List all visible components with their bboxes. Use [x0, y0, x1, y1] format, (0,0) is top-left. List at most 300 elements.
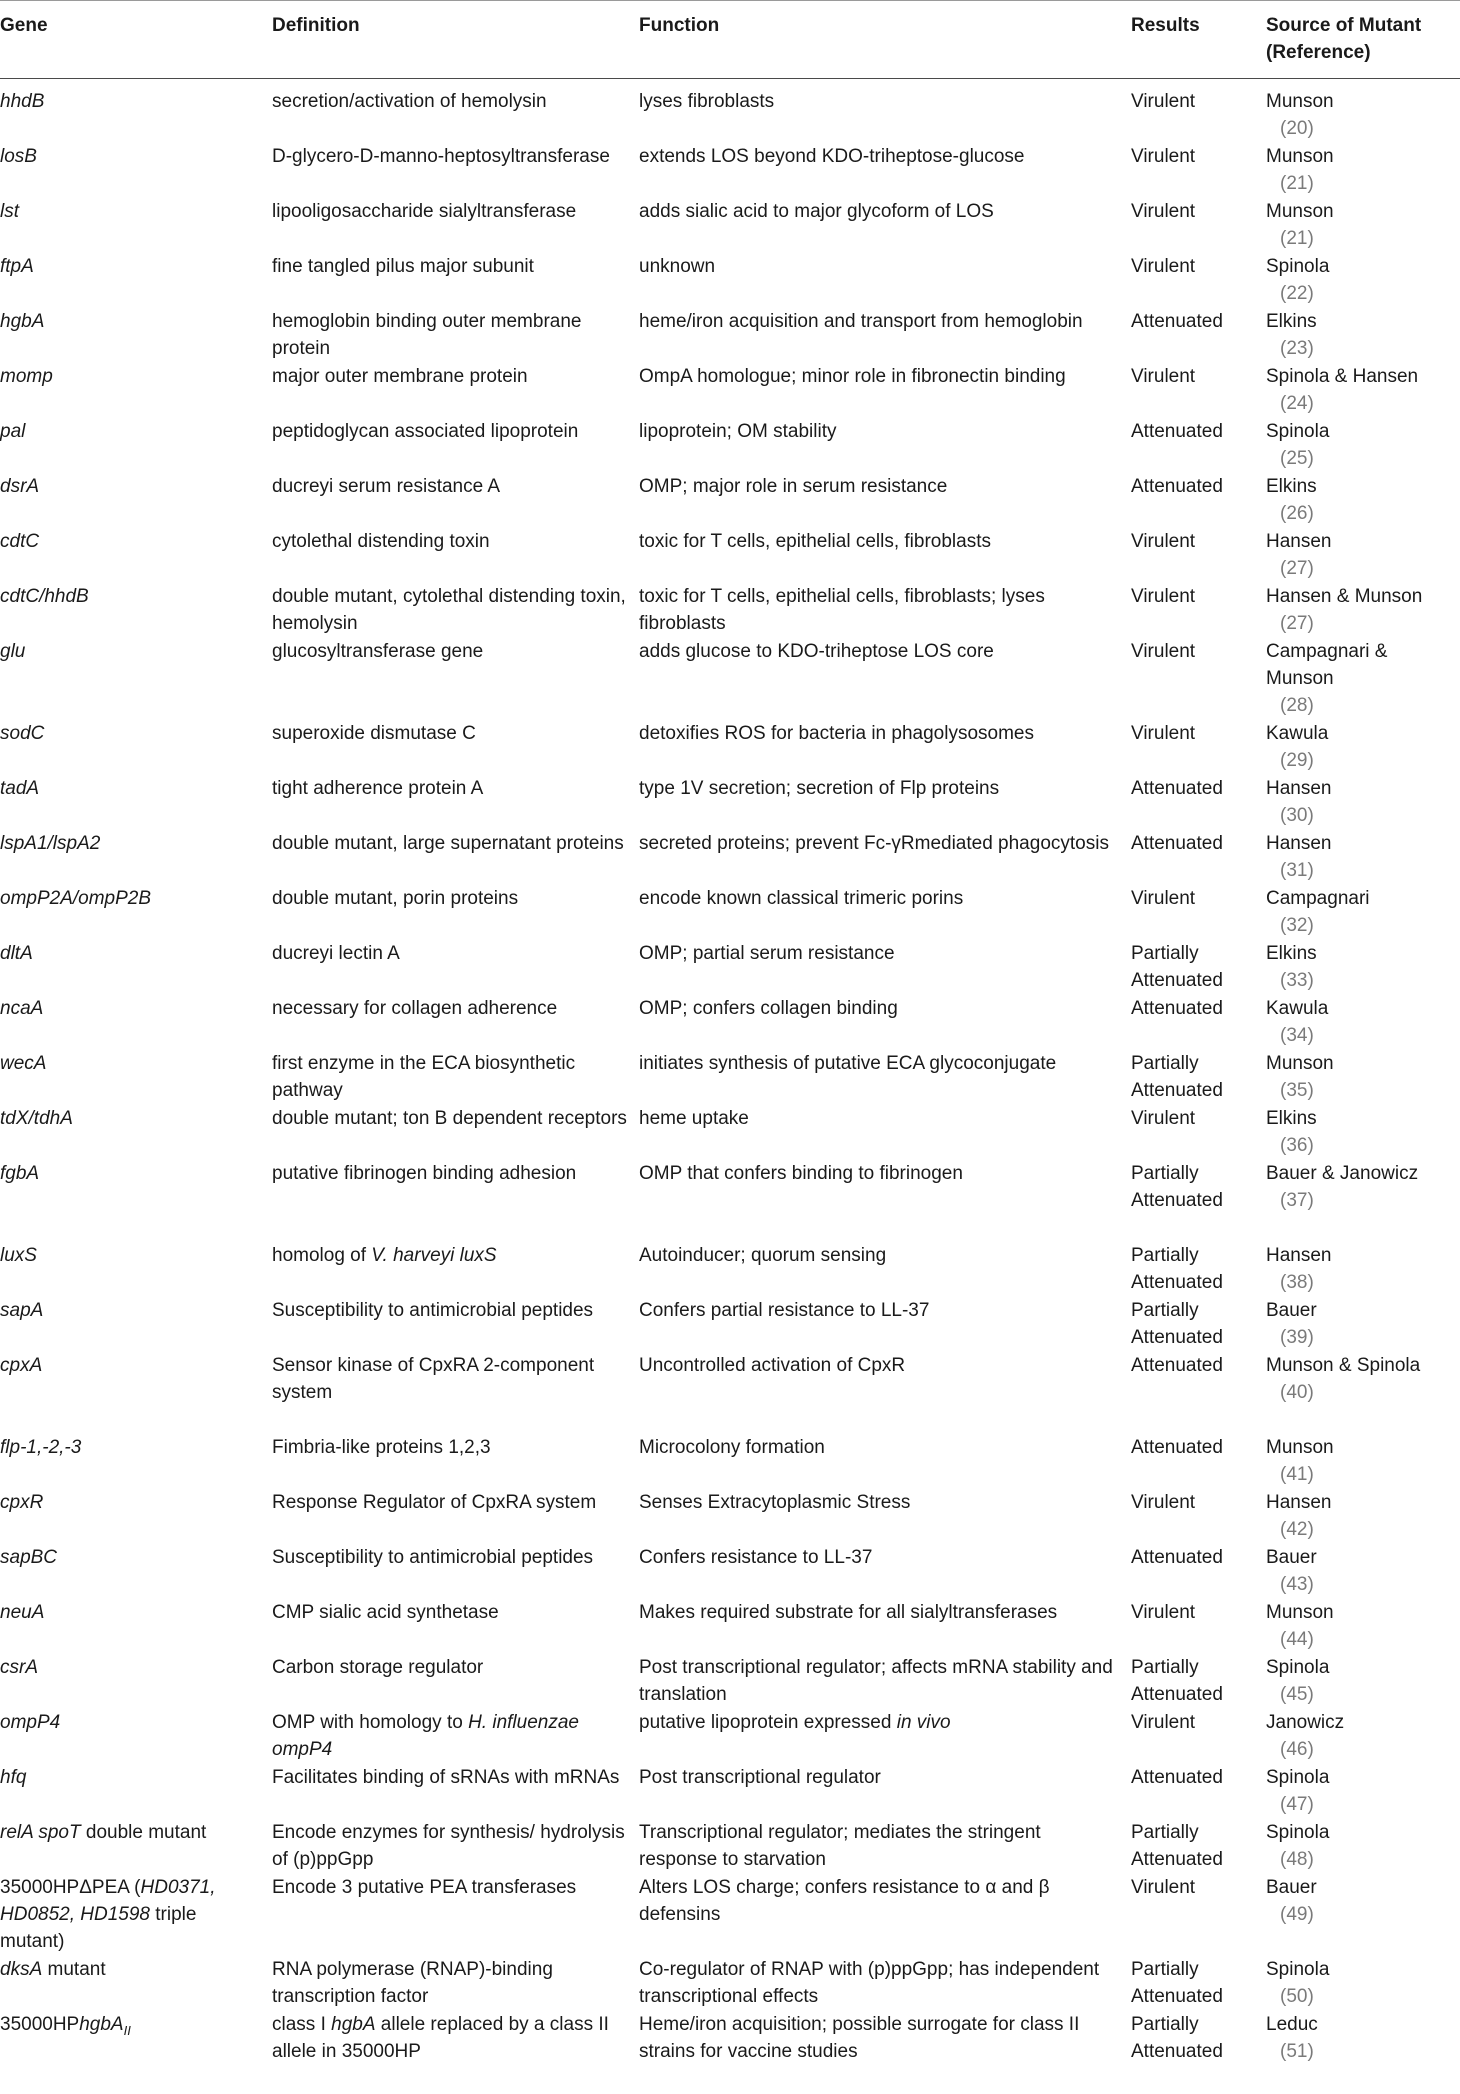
- source-cell: [1266, 995, 1460, 1049]
- results-text: Attenuated: [1131, 1547, 1223, 1568]
- reference-link[interactable]: 45: [1286, 1684, 1308, 1705]
- gene-name: neuA: [0, 1602, 45, 1623]
- definition-cell: [272, 1544, 632, 1571]
- results-cell: [1131, 528, 1256, 555]
- results-text: Virulent: [1131, 723, 1196, 744]
- table-row: [0, 528, 1460, 583]
- results-cell: [1131, 473, 1256, 500]
- definition-text: Response Regulator of CpxRA system: [272, 1492, 597, 1513]
- function-cell: [639, 1599, 1119, 1626]
- gene-cell: [0, 418, 260, 445]
- gene-cell: [0, 1050, 260, 1077]
- gene-cell: [0, 1654, 260, 1681]
- results-cell: [1131, 583, 1256, 610]
- source-cell: [1266, 1599, 1460, 1653]
- reference-link[interactable]: 33: [1286, 970, 1308, 991]
- source-cell: [1266, 1434, 1460, 1488]
- reference-link[interactable]: 31: [1286, 860, 1308, 881]
- function-text: adds glucose to KDO-triheptose LOS core: [639, 641, 994, 662]
- gene-name: tadA: [0, 778, 40, 799]
- reference-link[interactable]: 30: [1286, 805, 1308, 826]
- table-row: [0, 2011, 1460, 2066]
- reference-close-paren: ): [1307, 1519, 1314, 1540]
- gene-name: relA spoT: [0, 1822, 81, 1843]
- reference-close-paren: ): [1307, 1382, 1314, 1403]
- reference-line: [1266, 857, 1460, 884]
- table-row: [0, 1956, 1460, 2011]
- reference-open-paren: (: [1280, 1794, 1287, 1815]
- source-name: Campagnari: [1266, 888, 1370, 909]
- definition-italic: V. harveyi luxS: [371, 1245, 497, 1266]
- reference-close-paren: ): [1307, 1464, 1314, 1485]
- reference-open-paren: (: [1280, 283, 1287, 304]
- definition-text: Sensor kinase of CpxRA 2-component system: [272, 1355, 595, 1403]
- reference-close-paren: ): [1307, 503, 1314, 524]
- results-text: Virulent: [1131, 1108, 1196, 1129]
- reference-close-paren: ): [1307, 393, 1314, 414]
- reference-close-paren: ): [1307, 1080, 1314, 1101]
- function-cell: [639, 1352, 1119, 1379]
- table-row: [0, 1105, 1460, 1160]
- results-cell: [1131, 1544, 1256, 1571]
- function-text: detoxifies ROS for bacteria in phagolysosomes: [639, 723, 1034, 744]
- definition-cell: [272, 198, 632, 225]
- results-text: Virulent: [1131, 1602, 1196, 1623]
- table-row: [0, 1819, 1460, 1874]
- reference-close-paren: ): [1307, 1684, 1314, 1705]
- reference-line: [1266, 1187, 1460, 1214]
- source-name: Elkins: [1266, 476, 1317, 497]
- reference-link[interactable]: 34: [1286, 1025, 1308, 1046]
- reference-link[interactable]: 26: [1286, 503, 1308, 524]
- gene-name: sapBC: [0, 1547, 58, 1568]
- results-cell: [1131, 1709, 1256, 1736]
- definition-text: fine tangled pilus major subunit: [272, 256, 534, 277]
- reference-line: [1266, 1846, 1460, 1873]
- function-text: encode known classical trimeric porins: [639, 888, 964, 909]
- results-cell: [1131, 1956, 1256, 2010]
- definition-cell: [272, 1654, 632, 1681]
- source-name: Kawula: [1266, 998, 1329, 1019]
- gene-cell: [0, 1160, 260, 1187]
- gene-name: hhdB: [0, 91, 45, 112]
- reference-open-paren: (: [1280, 750, 1287, 771]
- function-text: Autoinducer; quorum sensing: [639, 1245, 887, 1266]
- gene-cell: [0, 583, 260, 610]
- gene-cell: [0, 143, 260, 170]
- source-name: Bauer: [1266, 1300, 1317, 1321]
- definition-text: double mutant, large supernatant proteins: [272, 833, 624, 854]
- reference-line: [1266, 1571, 1460, 1598]
- gene-name: dksA: [0, 1959, 43, 1980]
- source-name: Elkins: [1266, 311, 1317, 332]
- gene-cell: [0, 720, 260, 747]
- reference-link[interactable]: 22: [1286, 283, 1308, 304]
- reference-line: [1266, 1983, 1460, 2010]
- definition-cell: [272, 88, 632, 115]
- reference-link[interactable]: 20: [1286, 118, 1308, 139]
- reference-open-paren: (: [1280, 448, 1287, 469]
- gene-name: hgbA: [0, 311, 45, 332]
- results-cell: [1131, 830, 1256, 857]
- table-row: [0, 1544, 1460, 1599]
- definition-text: double mutant, porin proteins: [272, 888, 519, 909]
- reference-close-paren: ): [1307, 448, 1314, 469]
- function-cell: [639, 1160, 1119, 1187]
- reference-open-paren: (: [1280, 1739, 1287, 1760]
- source-name: Munson: [1266, 91, 1334, 112]
- definition-text: secretion/activation of hemolysin: [272, 91, 547, 112]
- results-cell: [1131, 88, 1256, 115]
- function-text: heme uptake: [639, 1108, 749, 1129]
- results-cell: [1131, 198, 1256, 225]
- reference-link[interactable]: 28: [1286, 695, 1308, 716]
- gene-name: pal: [0, 421, 26, 442]
- source-name: Hansen: [1266, 833, 1332, 854]
- reference-link[interactable]: 38: [1286, 1272, 1308, 1293]
- reference-link[interactable]: 32: [1286, 915, 1308, 936]
- gene-name: glu: [0, 641, 26, 662]
- table-row: [0, 1709, 1460, 1764]
- function-text: initiates synthesis of putative ECA glycoconjugate: [639, 1053, 1057, 1074]
- function-text: Confers resistance to LL-37: [639, 1547, 873, 1568]
- reference-line: [1266, 1681, 1460, 1708]
- reference-link[interactable]: 46: [1286, 1739, 1308, 1760]
- source-cell: [1266, 1544, 1460, 1598]
- reference-close-paren: ): [1307, 1190, 1314, 1211]
- definition-text: major outer membrane protein: [272, 366, 528, 387]
- reference-line: [1266, 610, 1460, 637]
- definition-text: Encode 3 putative PEA transferases: [272, 1877, 577, 1898]
- reference-link[interactable]: 40: [1286, 1382, 1308, 1403]
- table-row: [0, 638, 1460, 720]
- table-row: [0, 1050, 1460, 1105]
- reference-line: [1266, 280, 1460, 307]
- function-text: Alters LOS charge; confers resistance to α and β defensins: [639, 1877, 1050, 1925]
- results-cell: [1131, 2011, 1256, 2065]
- reference-open-paren: (: [1280, 1464, 1287, 1485]
- definition-text: superoxide dismutase C: [272, 723, 476, 744]
- definition-cell: [272, 720, 632, 747]
- function-cell: [639, 198, 1119, 225]
- gene-name: tdX/tdhA: [0, 1108, 73, 1129]
- results-cell: [1131, 995, 1256, 1022]
- source-cell: [1266, 88, 1460, 142]
- results-cell: [1131, 1297, 1256, 1351]
- function-cell: [639, 253, 1119, 280]
- source-cell: [1266, 720, 1460, 774]
- definition-text: Fimbria-like proteins 1,2,3: [272, 1437, 491, 1458]
- function-cell: [639, 830, 1119, 857]
- gene-cell: [0, 198, 260, 225]
- reference-close-paren: ): [1307, 915, 1314, 936]
- table-header: [0, 0, 1460, 78]
- source-name: Spinola: [1266, 256, 1330, 277]
- source-name: Leduc: [1266, 2014, 1318, 2035]
- gene-cell: [0, 473, 260, 500]
- reference-open-paren: (: [1280, 970, 1287, 991]
- definition-text: class I: [272, 2014, 332, 2035]
- function-text: Confers partial resistance to LL-37: [639, 1300, 930, 1321]
- definition-text: putative fibrinogen binding adhesion: [272, 1163, 577, 1184]
- reference-open-paren: (: [1280, 1684, 1287, 1705]
- gene-prefix: 35000HP: [0, 2014, 80, 2035]
- reference-close-paren: ): [1307, 173, 1314, 194]
- gene-name: cpxA: [0, 1355, 43, 1376]
- source-name: Spinola: [1266, 421, 1330, 442]
- definition-text: tight adherence protein A: [272, 778, 484, 799]
- table-row: [0, 1352, 1460, 1434]
- gene-name: lspA1/lspA2: [0, 833, 101, 854]
- source-name: Spinola: [1266, 1959, 1330, 1980]
- source-cell: [1266, 1654, 1460, 1708]
- reference-line: [1266, 115, 1460, 142]
- function-cell: [639, 528, 1119, 555]
- function-cell: [639, 885, 1119, 912]
- table-row: [0, 88, 1460, 143]
- function-cell: [639, 1764, 1119, 1791]
- results-cell: [1131, 638, 1256, 665]
- function-text: Post transcriptional regulator: [639, 1767, 881, 1788]
- definition-text: lipooligosaccharide sialyltransferase: [272, 201, 577, 222]
- results-cell: [1131, 143, 1256, 170]
- gene-name: hgbA: [79, 2014, 124, 2035]
- function-cell: [639, 1956, 1119, 2010]
- reference-link[interactable]: 48: [1286, 1849, 1308, 1870]
- function-cell: [639, 1819, 1119, 1873]
- reference-line: [1266, 1736, 1460, 1763]
- reference-link[interactable]: 49: [1286, 1904, 1308, 1925]
- definition-text: hemoglobin binding outer membrane protein: [272, 311, 582, 359]
- reference-line: [1266, 335, 1460, 362]
- results-text: Partially Attenuated: [1131, 943, 1223, 991]
- reference-link[interactable]: 37: [1286, 1190, 1308, 1211]
- source-name: Munson: [1266, 1437, 1334, 1458]
- table-row: [0, 143, 1460, 198]
- gene-name: dltA: [0, 943, 33, 964]
- source-name: Hansen: [1266, 1245, 1332, 1266]
- gene-cell: [0, 1105, 260, 1132]
- reference-line: [1266, 747, 1460, 774]
- reference-link[interactable]: 21: [1286, 173, 1308, 194]
- results-text: Partially Attenuated: [1131, 2014, 1223, 2062]
- reference-open-paren: (: [1280, 1629, 1287, 1650]
- results-cell: [1131, 1599, 1256, 1626]
- reference-open-paren: (: [1280, 228, 1287, 249]
- reference-link[interactable]: 44: [1286, 1629, 1308, 1650]
- source-cell: [1266, 1160, 1460, 1214]
- reference-link[interactable]: 43: [1286, 1574, 1308, 1595]
- function-cell: [639, 1654, 1119, 1708]
- reference-link[interactable]: 21: [1286, 228, 1308, 249]
- reference-link[interactable]: 27: [1286, 613, 1308, 634]
- reference-open-paren: (: [1280, 1986, 1287, 2007]
- gene-name: HD0371, HD0852, HD1598: [0, 1877, 216, 1925]
- reference-close-paren: ): [1307, 118, 1314, 139]
- reference-open-paren: (: [1280, 1849, 1287, 1870]
- results-text: Attenuated: [1131, 833, 1223, 854]
- results-text: Attenuated: [1131, 1767, 1223, 1788]
- gene-cell: [0, 1242, 260, 1269]
- gene-name: flp-1,-2,-3: [0, 1437, 82, 1458]
- table-row: [0, 1764, 1460, 1819]
- reference-line: [1266, 967, 1460, 994]
- source-cell: [1266, 2011, 1460, 2065]
- definition-text: cytolethal distending toxin: [272, 531, 490, 552]
- function-text: secreted proteins; prevent Fc-γRmediated phagocytosis: [639, 833, 1109, 854]
- definition-text: glucosyltransferase gene: [272, 641, 484, 662]
- function-text: heme/iron acquisition and transport from hemoglobin: [639, 311, 1083, 332]
- definition-cell: [272, 885, 632, 912]
- gene-cell: [0, 1819, 260, 1846]
- function-cell: [639, 2011, 1119, 2065]
- reference-open-paren: (: [1280, 1904, 1287, 1925]
- reference-close-paren: ): [1307, 1574, 1314, 1595]
- gene-suffix: double mutant: [80, 1822, 207, 1843]
- results-text: Virulent: [1131, 531, 1196, 552]
- table-body: [0, 88, 1460, 2066]
- results-text: Virulent: [1131, 146, 1196, 167]
- results-text: Attenuated: [1131, 1437, 1223, 1458]
- reference-open-paren: (: [1280, 1574, 1287, 1595]
- reference-line: [1266, 1324, 1460, 1351]
- definition-text: ducreyi serum resistance A: [272, 476, 501, 497]
- source-name: Bauer: [1266, 1547, 1317, 1568]
- gene-suffix: triple mutant): [0, 1904, 197, 1952]
- gene-name: cdtC/hhdB: [0, 586, 89, 607]
- gene-name: wecA: [0, 1053, 47, 1074]
- reference-link[interactable]: 24: [1286, 393, 1308, 414]
- function-text: Uncontrolled activation of CpxR: [639, 1355, 906, 1376]
- source-cell: [1266, 885, 1460, 939]
- function-text: OmpA homologue; minor role in fibronectin binding: [639, 366, 1066, 387]
- table-row: [0, 775, 1460, 830]
- gene-cell: [0, 88, 260, 115]
- definition-cell: [272, 143, 632, 170]
- function-text: lipoprotein; OM stability: [639, 421, 837, 442]
- reference-line: [1266, 1132, 1460, 1159]
- reference-link[interactable]: 39: [1286, 1327, 1308, 1348]
- source-cell: [1266, 473, 1460, 527]
- function-text: toxic for T cells, epithelial cells, fibroblasts; lyses fibroblasts: [639, 586, 1045, 634]
- reference-open-paren: (: [1280, 1272, 1287, 1293]
- reference-link[interactable]: 23: [1286, 338, 1308, 359]
- reference-line: [1266, 225, 1460, 252]
- source-name: Spinola: [1266, 1822, 1330, 1843]
- gene-cell: [0, 308, 260, 335]
- table-row: [0, 885, 1460, 940]
- source-cell: [1266, 830, 1460, 884]
- reference-open-paren: (: [1280, 1190, 1287, 1211]
- results-text: Attenuated: [1131, 421, 1223, 442]
- gene-name: lst: [0, 201, 19, 222]
- reference-link[interactable]: 51: [1286, 2041, 1308, 2062]
- function-text: OMP that confers binding to fibrinogen: [639, 1163, 963, 1184]
- reference-link[interactable]: 36: [1286, 1135, 1308, 1156]
- reference-link[interactable]: 25: [1286, 448, 1308, 469]
- table-row: [0, 1434, 1460, 1489]
- results-cell: [1131, 1160, 1256, 1214]
- reference-link[interactable]: 27: [1286, 558, 1308, 579]
- results-cell: [1131, 1352, 1256, 1379]
- function-cell: [639, 1434, 1119, 1461]
- definition-cell: [272, 473, 632, 500]
- definition-cell: [272, 363, 632, 390]
- definition-text: peptidoglycan associated lipoprotein: [272, 421, 579, 442]
- source-name: Hansen: [1266, 778, 1332, 799]
- gene-name: csrA: [0, 1657, 38, 1678]
- gene-cell: [0, 1874, 260, 1955]
- source-name: Hansen: [1266, 1492, 1332, 1513]
- definition-cell: [272, 1297, 632, 1324]
- reference-link[interactable]: 50: [1286, 1986, 1308, 2007]
- reference-line: [1266, 1626, 1460, 1653]
- definition-text: first enzyme in the ECA biosynthetic pathway: [272, 1053, 576, 1101]
- definition-cell: [272, 1489, 632, 1516]
- definition-cell: [272, 1434, 632, 1461]
- reference-close-paren: ): [1307, 1272, 1314, 1293]
- gene-name: sodC: [0, 723, 45, 744]
- results-cell: [1131, 1242, 1256, 1296]
- definition-text: double mutant, cytolethal distending toxin, hemolysin: [272, 586, 626, 634]
- reference-link[interactable]: 41: [1286, 1464, 1308, 1485]
- results-cell: [1131, 1874, 1256, 1901]
- reference-open-paren: (: [1280, 503, 1287, 524]
- reference-link[interactable]: 29: [1286, 750, 1308, 771]
- source-cell: [1266, 583, 1460, 637]
- reference-link[interactable]: 42: [1286, 1519, 1308, 1540]
- source-name: Elkins: [1266, 943, 1317, 964]
- gene-cell: [0, 1956, 260, 1983]
- reference-close-paren: ): [1307, 2041, 1314, 2062]
- table-row: [0, 418, 1460, 473]
- results-cell: [1131, 1764, 1256, 1791]
- function-cell: [639, 363, 1119, 390]
- function-text: OMP; major role in serum resistance: [639, 476, 948, 497]
- gene-cell: [0, 1434, 260, 1461]
- definition-cell: [272, 308, 632, 362]
- source-name: Munson: [1266, 1602, 1334, 1623]
- reference-close-paren: ): [1307, 338, 1314, 359]
- source-name: Hansen: [1266, 531, 1332, 552]
- gene-name: fgbA: [0, 1163, 40, 1184]
- definition-cell: [272, 940, 632, 967]
- results-text: Virulent: [1131, 586, 1196, 607]
- reference-close-paren: ): [1307, 750, 1314, 771]
- results-text: Attenuated: [1131, 1355, 1223, 1376]
- function-cell: [639, 940, 1119, 967]
- table-row: [0, 583, 1460, 638]
- reference-link[interactable]: 47: [1286, 1794, 1308, 1815]
- gene-cell: [0, 1544, 260, 1571]
- source-name: Spinola: [1266, 1767, 1330, 1788]
- definition-cell: [272, 775, 632, 802]
- gene-name: ompP2A/ompP2B: [0, 888, 152, 909]
- gene-name: losB: [0, 146, 37, 167]
- definition-text: Encode enzymes for synthesis/ hydrolysis of (p)ppGpp: [272, 1822, 625, 1870]
- reference-link[interactable]: 35: [1286, 1080, 1308, 1101]
- gene-name: cdtC: [0, 531, 40, 552]
- source-name: Kawula: [1266, 723, 1329, 744]
- function-text: Makes required substrate for all sialyltransferases: [639, 1602, 1058, 1623]
- reference-close-paren: ): [1307, 228, 1314, 249]
- gene-name: sapA: [0, 1300, 44, 1321]
- source-name: Bauer & Janowicz: [1266, 1163, 1419, 1184]
- gene-name: momp: [0, 366, 53, 387]
- reference-open-paren: (: [1280, 695, 1287, 716]
- results-cell: [1131, 940, 1256, 994]
- definition-text: Susceptibility to antimicrobial peptides: [272, 1547, 594, 1568]
